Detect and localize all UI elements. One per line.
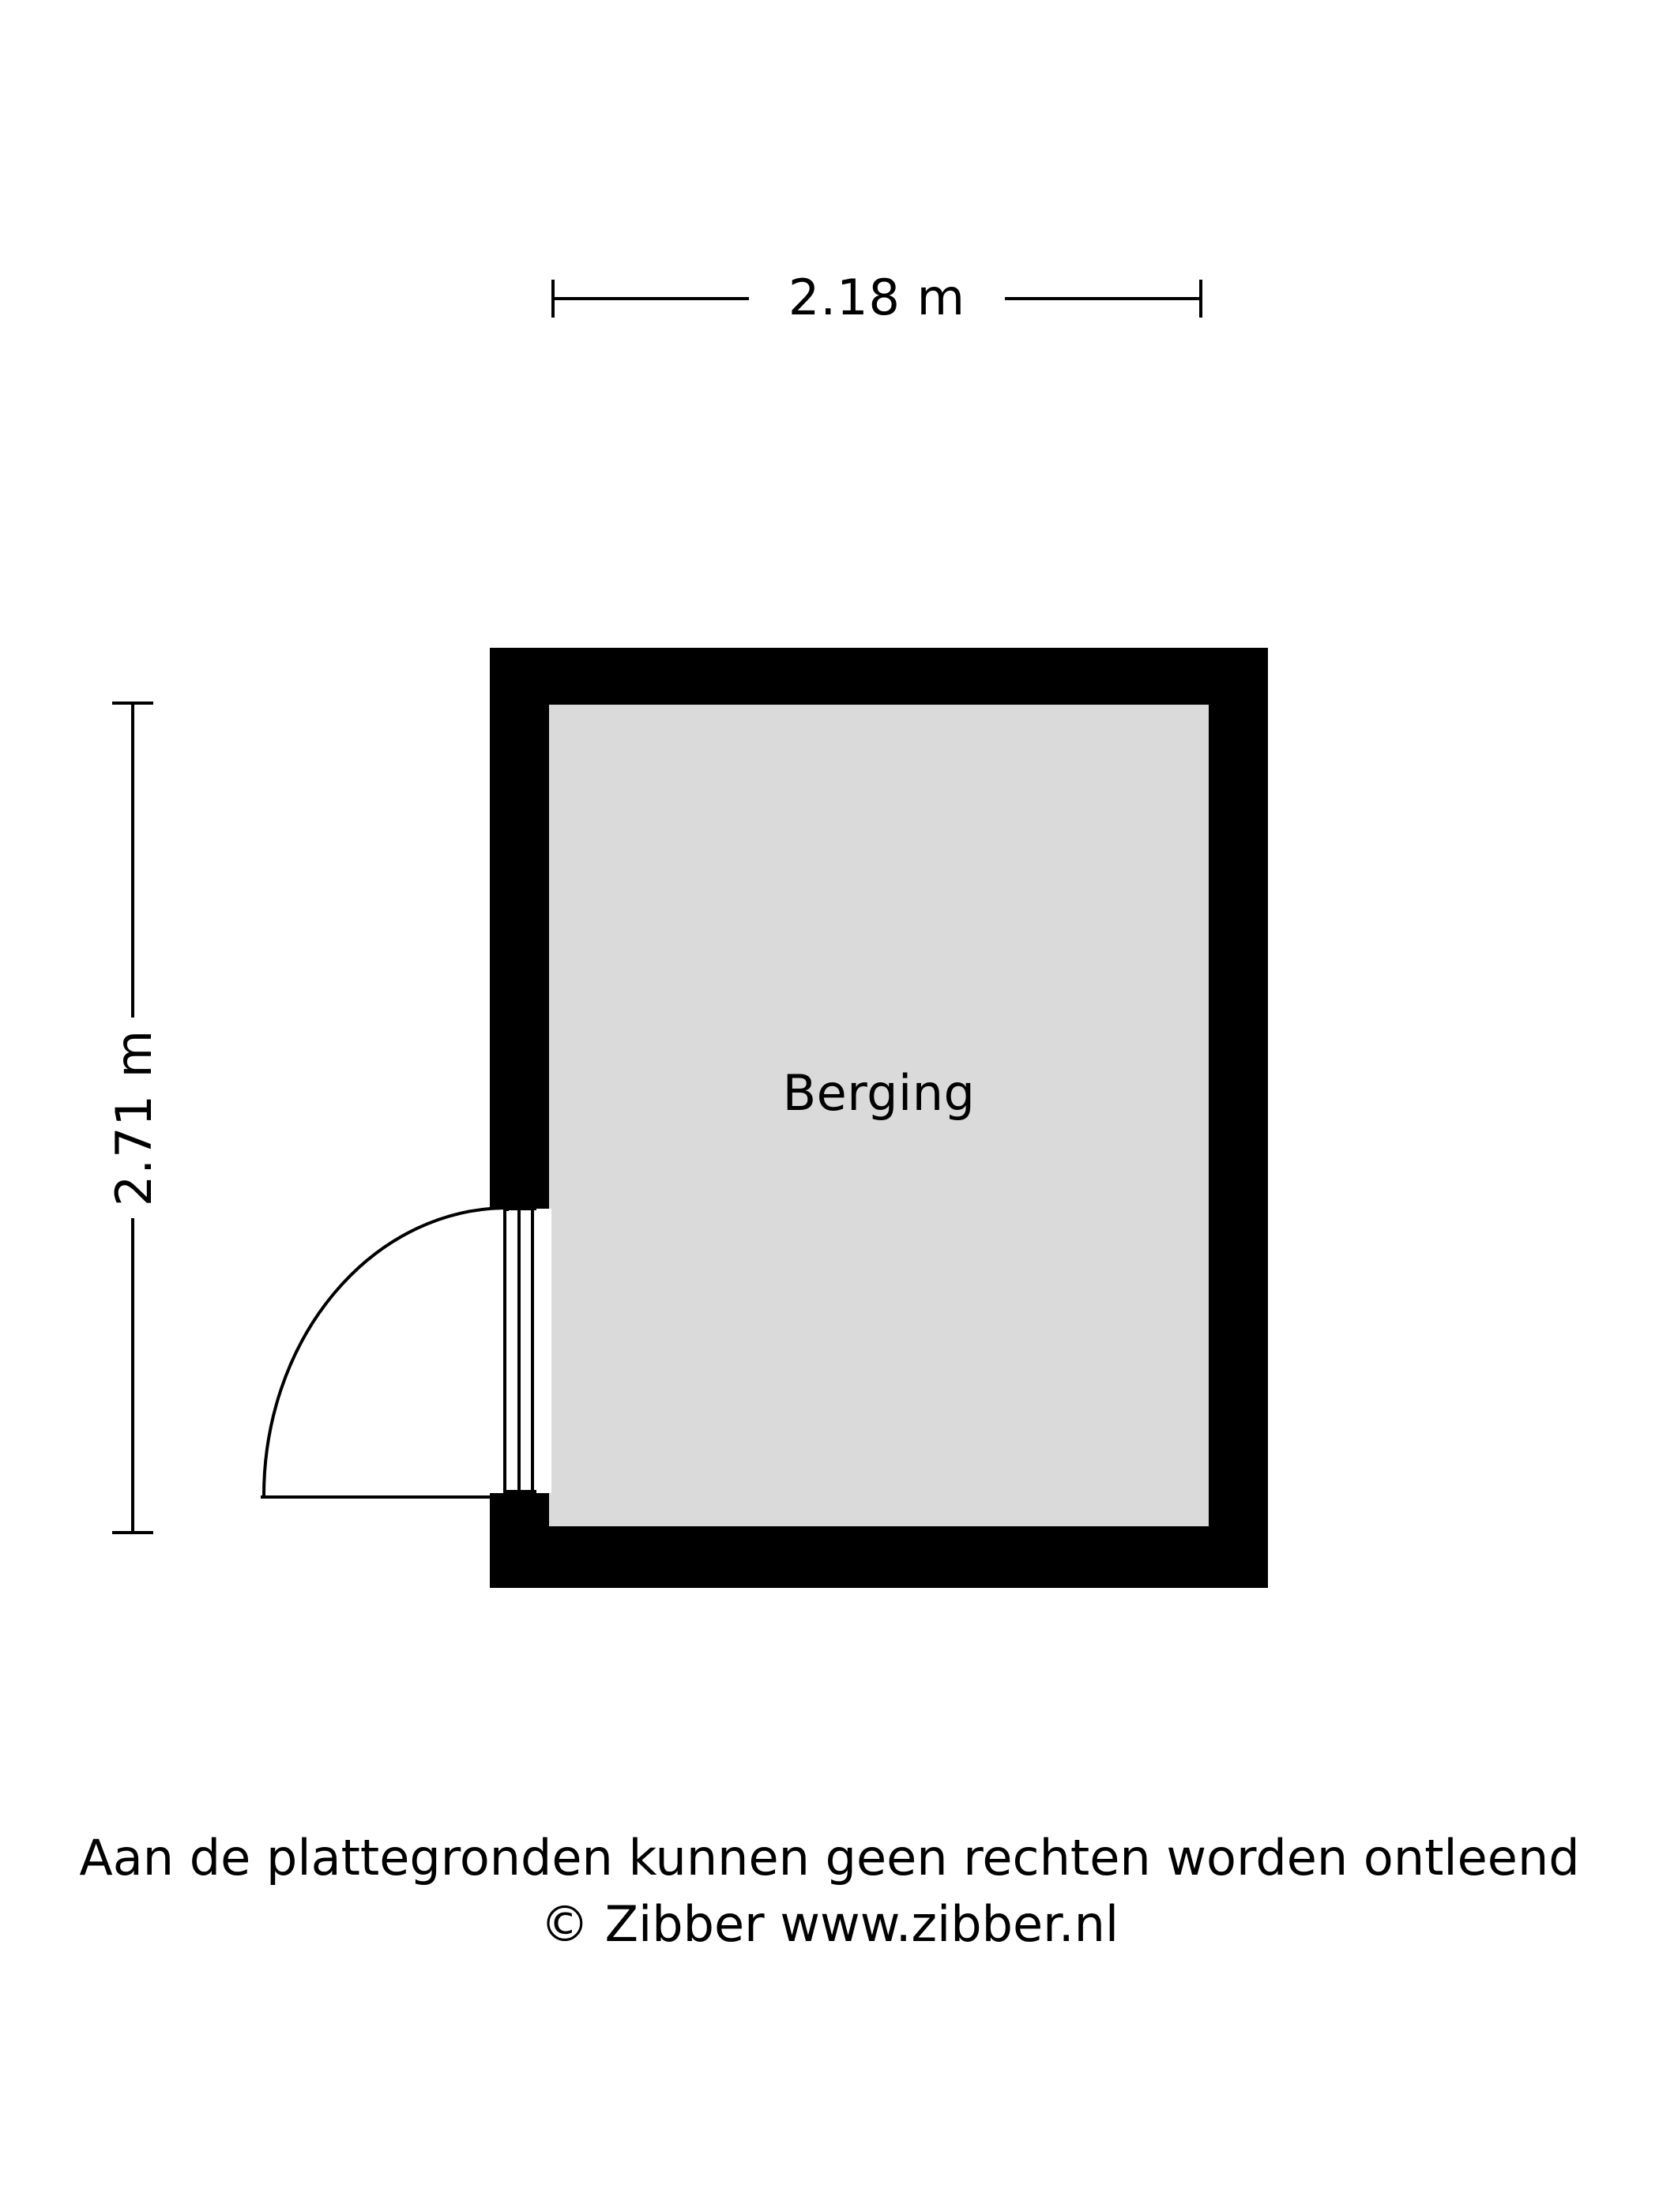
dimension-height-label: 2.71 m [105,1029,163,1207]
dimension-height-bottom-cap [112,1531,153,1534]
dimension-height-bottom-line [131,1218,134,1534]
dimension-width-right-cap [1199,280,1202,318]
door-frame-inner-line [531,1209,534,1493]
door-frame-middle-line [517,1209,521,1493]
footer-disclaimer-text: Aan de plattegronden kunnen geen rechten worden ontleend [79,1829,1580,1887]
dimension-width-label: 2.18 m [788,269,966,326]
dimension-width-right-line [1005,297,1202,300]
door-leaf [261,1495,507,1499]
room-walls [490,648,1268,1588]
room-floor-berging [549,705,1209,1526]
room-label-berging: Berging [782,1064,976,1122]
dimension-width [545,269,1209,363]
dimension-height [87,695,190,1540]
door-swing-icon [261,1205,514,1499]
footer-disclaimer [0,1825,1659,1958]
footer-copyright-text: © Zibber www.zibber.nl [540,1895,1119,1953]
